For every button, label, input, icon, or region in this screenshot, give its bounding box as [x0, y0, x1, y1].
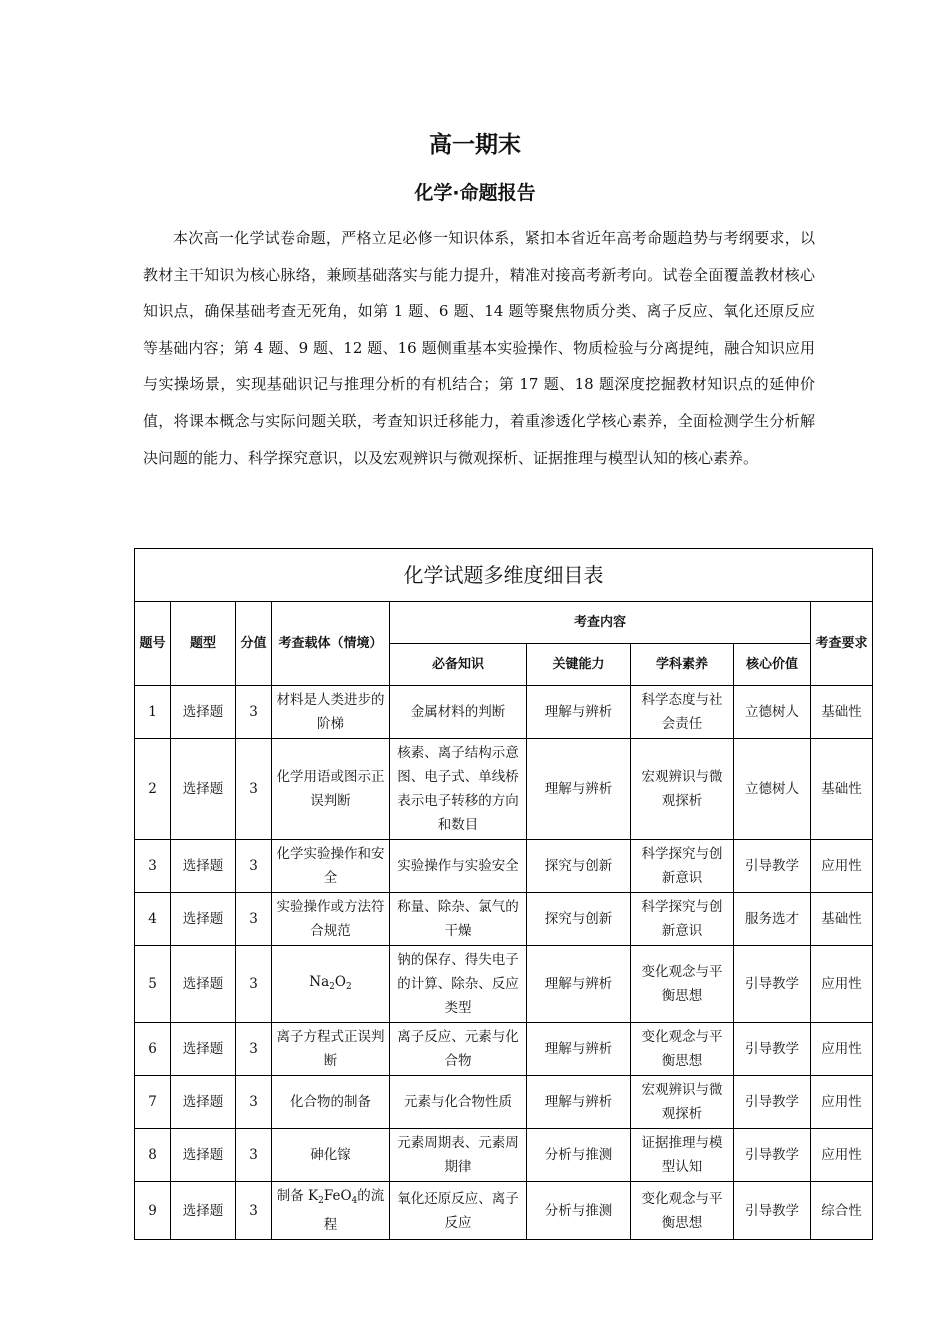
- cell-type: 选择题: [171, 1182, 236, 1240]
- cell-carrier: 实验操作或方法符合规范: [272, 893, 390, 946]
- header-ability: 关键能力: [527, 644, 631, 686]
- cell-ability: 理解与辨析: [527, 686, 631, 739]
- cell-num: 1: [135, 686, 171, 739]
- cell-value: 引导教学: [734, 1182, 811, 1240]
- cell-value: 引导教学: [734, 1129, 811, 1182]
- cell-carrier: 化学用语或图示正误判断: [272, 739, 390, 840]
- cell-requirement: 基础性: [811, 893, 873, 946]
- cell-requirement: 基础性: [811, 686, 873, 739]
- header-content: 考查内容: [390, 602, 811, 644]
- formula-part: 的流程: [323, 1188, 385, 1233]
- cell-num: 4: [135, 893, 171, 946]
- table-row: [135, 1076, 873, 1129]
- cell-ability: 理解与辨析: [527, 946, 631, 1023]
- cell-knowledge: 核素、离子结构示意图、电子式、单线桥表示电子转移的方向和数目: [390, 739, 527, 840]
- formula-subscript: 2: [318, 1196, 324, 1206]
- cell-requirement: 综合性: [811, 1182, 873, 1240]
- formula-subscript: 2: [345, 981, 352, 992]
- formula-subscript: 2: [329, 981, 335, 992]
- header-score: 分值: [236, 602, 272, 686]
- cell-carrier: [272, 1182, 390, 1240]
- cell-score: 3: [236, 1023, 272, 1076]
- cell-knowledge: 元素与化合物性质: [390, 1076, 527, 1129]
- detail-table: [134, 548, 873, 1240]
- cell-value: 立德树人: [734, 739, 811, 840]
- cell-literacy: 宏观辨识与微观探析: [631, 739, 734, 840]
- cell-requirement: 基础性: [811, 739, 873, 840]
- cell-literacy: 科学探究与创新意识: [631, 893, 734, 946]
- cell-ability: 分析与推测: [527, 1182, 631, 1240]
- cell-ability: 探究与创新: [527, 893, 631, 946]
- cell-ability: 理解与辨析: [527, 1076, 631, 1129]
- cell-knowledge: 氧化还原反应、离子反应: [390, 1182, 527, 1240]
- cell-literacy: 宏观辨识与微观探析: [631, 1076, 734, 1129]
- cell-ability: 探究与创新: [527, 840, 631, 893]
- cell-score: 3: [236, 840, 272, 893]
- header-value: 核心价值: [734, 644, 811, 686]
- cell-carrier: 离子方程式正误判断: [272, 1023, 390, 1076]
- cell-knowledge: 钠的保存、得失电子的计算、除杂、反应类型: [390, 946, 527, 1023]
- cell-score: 3: [236, 1182, 272, 1240]
- cell-score: 3: [236, 893, 272, 946]
- header-literacy: 学科素养: [631, 644, 734, 686]
- cell-requirement: 应用性: [811, 1129, 873, 1182]
- cell-num: 7: [135, 1076, 171, 1129]
- cell-knowledge: 实验操作与实验安全: [390, 840, 527, 893]
- cell-requirement: 应用性: [811, 1023, 873, 1076]
- cell-score: 3: [236, 946, 272, 1023]
- cell-literacy: 变化观念与平衡思想: [631, 1023, 734, 1076]
- cell-carrier: 材料是人类进步的阶梯: [272, 686, 390, 739]
- cell-carrier: [272, 946, 390, 1023]
- table-row: [135, 840, 873, 893]
- formula-part: Na: [309, 973, 330, 990]
- cell-type: 选择题: [171, 1023, 236, 1076]
- table-row: [135, 739, 873, 840]
- cell-requirement: 应用性: [811, 1076, 873, 1129]
- cell-carrier: 化学实验操作和安全: [272, 840, 390, 893]
- cell-literacy: 科学探究与创新意识: [631, 840, 734, 893]
- formula-part: O: [334, 973, 346, 990]
- cell-type: 选择题: [171, 1129, 236, 1182]
- cell-value: 服务选才: [734, 893, 811, 946]
- table-row: [135, 1023, 873, 1076]
- cell-score: 3: [236, 739, 272, 840]
- cell-carrier: 砷化镓: [272, 1129, 390, 1182]
- header-carrier: 考查载体（情境）: [272, 602, 390, 686]
- cell-num: 2: [135, 739, 171, 840]
- cell-ability: 分析与推测: [527, 1129, 631, 1182]
- table-row: [135, 1129, 873, 1182]
- table-row: [135, 946, 873, 1023]
- cell-num: 6: [135, 1023, 171, 1076]
- table-caption: 化学试题多维度细目表: [135, 549, 873, 602]
- cell-value: 引导教学: [734, 1023, 811, 1076]
- header-type: 题型: [171, 602, 236, 686]
- header-requirement: 考查要求: [811, 602, 873, 686]
- cell-knowledge: 离子反应、元素与化合物: [390, 1023, 527, 1076]
- formula-part: 制备 K: [276, 1188, 319, 1204]
- cell-type: 选择题: [171, 1076, 236, 1129]
- cell-value: 立德树人: [734, 686, 811, 739]
- cell-type: 选择题: [171, 893, 236, 946]
- header-knowledge: 必备知识: [390, 644, 527, 686]
- cell-type: 选择题: [171, 739, 236, 840]
- cell-num: 9: [135, 1182, 171, 1240]
- cell-num: 8: [135, 1129, 171, 1182]
- formula-part: FeO: [323, 1188, 352, 1204]
- cell-value: 引导教学: [734, 1076, 811, 1129]
- cell-value: 引导教学: [734, 840, 811, 893]
- cell-ability: 理解与辨析: [527, 739, 631, 840]
- cell-literacy: 证据推理与模型认知: [631, 1129, 734, 1182]
- cell-knowledge: 元素周期表、元素周期律: [390, 1129, 527, 1182]
- cell-literacy: 科学态度与社会责任: [631, 686, 734, 739]
- cell-type: 选择题: [171, 840, 236, 893]
- cell-requirement: 应用性: [811, 946, 873, 1023]
- table-row: [135, 1182, 873, 1240]
- cell-literacy: 变化观念与平衡思想: [631, 946, 734, 1023]
- cell-value: 引导教学: [734, 946, 811, 1023]
- cell-ability: 理解与辨析: [527, 1023, 631, 1076]
- cell-num: 3: [135, 840, 171, 893]
- cell-literacy: 变化观念与平衡思想: [631, 1182, 734, 1240]
- cell-requirement: 应用性: [811, 840, 873, 893]
- cell-score: 3: [236, 1076, 272, 1129]
- cell-score: 3: [236, 1129, 272, 1182]
- document-subtitle: 化学·命题报告: [414, 182, 536, 204]
- cell-type: 选择题: [171, 686, 236, 739]
- cell-carrier: 化合物的制备: [272, 1076, 390, 1129]
- cell-score: 3: [236, 686, 272, 739]
- cell-num: 5: [135, 946, 171, 1023]
- cell-type: 选择题: [171, 946, 236, 1023]
- formula-subscript: 4: [351, 1196, 358, 1206]
- cell-knowledge: 金属材料的判断: [390, 686, 527, 739]
- intro-paragraph: 本次高一化学试卷命题，严格立足必修一知识体系，紧扣本省近年高考命题趋势与考纲要求，以教材主干知识为核心脉络，兼顾基础落实与能力提升，精准对接高考新考向。试卷全面覆盖教材核心知识点，确保基础考查无死角，如第 1 题、6 题、14 题等聚焦物质分类、离子反应、氧化还原反应等基础内容；第 4 题、9 题、12 题、16 题侧重基本实验操作、物质检验与分离提纯，融合知识应用与实操场景，实现基础识记与推理分析的有机结合；第 17 题、18 题深度挖掘教材知识点的延伸价值，将课本概念与实际问题关联，考查知识迁移能力，着重渗透化学核心素养，全面检测学生分析解决问题的能力、科学探究意识，以及宏观辨识与微观探析、证据推理与模型认知的核心素养。: [143, 229, 815, 467]
- table-row: [135, 686, 873, 739]
- document-title: 高一期末: [429, 132, 521, 158]
- header-num: 题号: [135, 602, 171, 686]
- table-row: [135, 893, 873, 946]
- cell-knowledge: 称量、除杂、氯气的干燥: [390, 893, 527, 946]
